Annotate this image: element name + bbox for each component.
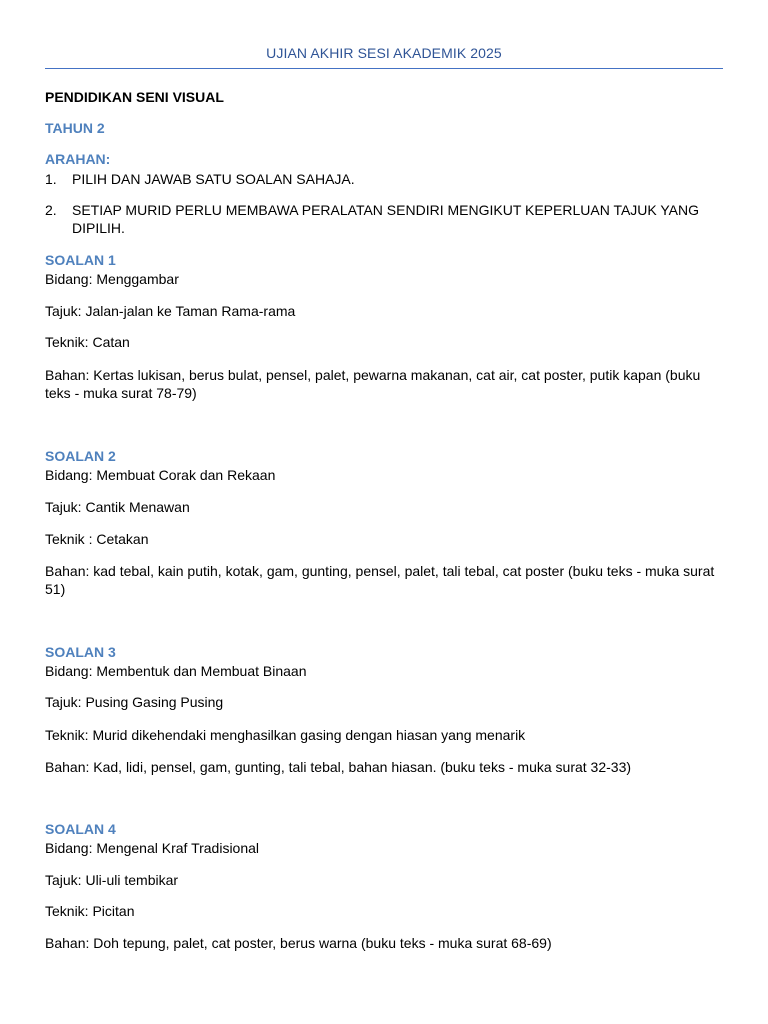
instruction-text: PILIH DAN JAWAB SATU SOALAN SAHAJA. (72, 171, 355, 187)
question-bidang: Bidang: Menggambar (45, 271, 179, 287)
question-teknik: Teknik: Murid dikehendaki menghasilkan gasing dengan hiasan yang menarik (45, 727, 526, 743)
question-bidang: Bidang: Membuat Corak dan Rekaan (45, 467, 276, 483)
question-bahan: Bahan: Kertas lukisan, berus bulat, pensel, palet, pewarna makanan, cat air, cat poster, putik kapan (buku teks - muka surat 78-79) (45, 367, 701, 401)
header-divider (45, 68, 723, 69)
page-header-title: UJIAN AKHIR SESI AKADEMIK 2025 (266, 45, 502, 61)
instructions-heading: ARAHAN: (45, 151, 111, 167)
question-heading: SOALAN 4 (45, 821, 116, 837)
question-bidang: Bidang: Membentuk dan Membuat Binaan (45, 663, 307, 679)
question-bahan: Bahan: kad tebal, kain putih, kotak, gam, gunting, pensel, palet, tali tebal, cat poster (buku teks - muka surat 51) (45, 563, 715, 597)
question-heading: SOALAN 2 (45, 448, 116, 464)
question-teknik: Teknik : Cetakan (45, 531, 149, 547)
question-heading: SOALAN 1 (45, 252, 116, 268)
question-tajuk: Tajuk: Uli-uli tembikar (45, 872, 179, 888)
question-tajuk: Tajuk: Cantik Menawan (45, 499, 190, 515)
question-bidang: Bidang: Mengenal Kraf Tradisional (45, 840, 260, 856)
instruction-number: 1. (45, 171, 57, 187)
question-teknik: Teknik: Picitan (45, 903, 135, 919)
instruction-number: 2. (45, 202, 57, 218)
question-bahan: Bahan: Doh tepung, palet, cat poster, berus warna (buku teks - muka surat 68-69) (45, 935, 552, 951)
question-bahan: Bahan: Kad, lidi, pensel, gam, gunting, tali tebal, bahan hiasan. (buku teks - muka surat 32-33) (45, 759, 632, 775)
subject-title: PENDIDIKAN SENI VISUAL (45, 89, 224, 105)
instruction-text: SETIAP MURID PERLU MEMBAWA PERALATAN SENDIRI MENGIKUT KEPERLUAN TAJUK YANG DIPILIH. (72, 202, 700, 236)
question-heading: SOALAN 3 (45, 644, 116, 660)
year-heading: TAHUN 2 (45, 120, 105, 136)
question-teknik: Teknik: Catan (45, 334, 130, 350)
question-tajuk: Tajuk: Pusing Gasing Pusing (45, 694, 224, 710)
question-tajuk: Tajuk: Jalan-jalan ke Taman Rama-rama (45, 303, 296, 319)
